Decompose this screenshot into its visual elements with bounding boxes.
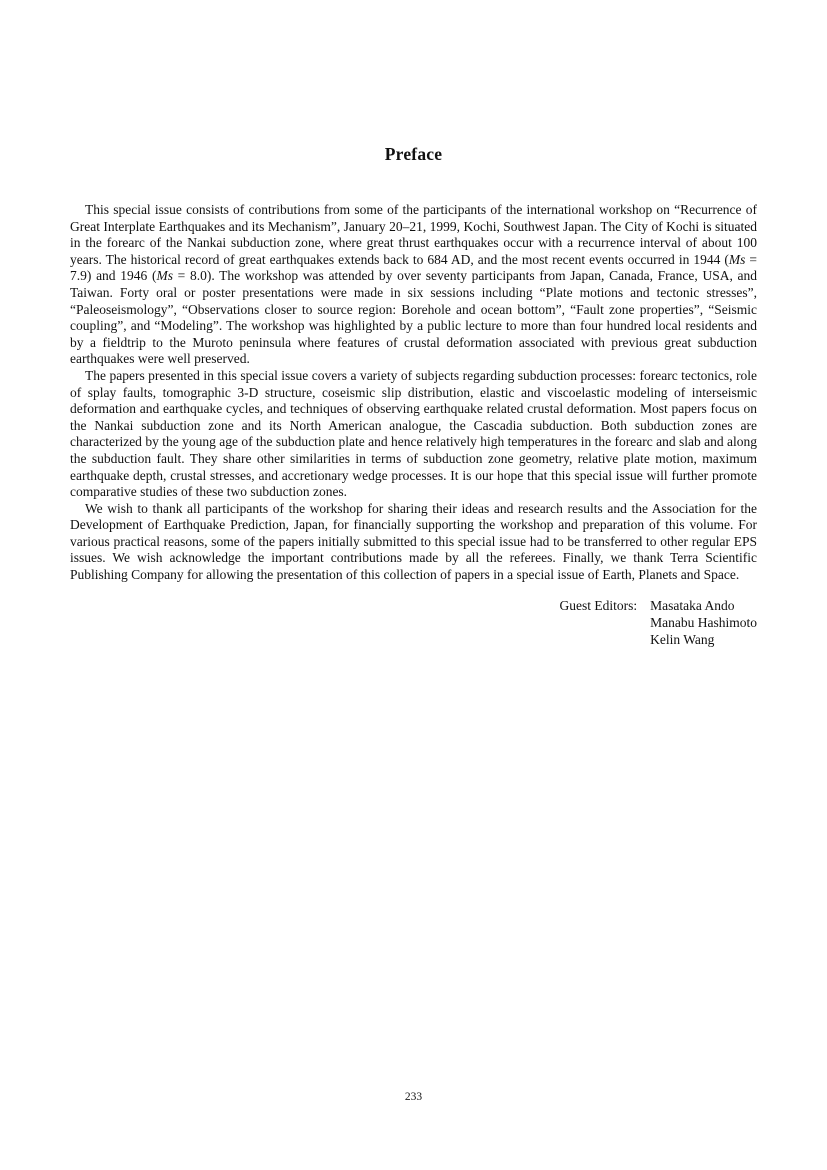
guest-editor-name: Kelin Wang xyxy=(650,631,715,647)
guest-editors-names xyxy=(650,597,757,648)
paragraph-acknowledgements: We wish to thank all participants of the workshop for sharing their ideas and research results and the Association for the Development of Earthquake Prediction, Japan, for financially supporting the workshop and preparation of this volume. For various practical reasons, some of the papers initially submitted to this special issue had to be transferred to other regular EPS issues. We wish acknowledge the important contributions made by all the referees. Finally, we thank Terra Scientific Publishing Company for allowing the presentation of this collection of papers in a special issue of Earth, Planets and Space. xyxy=(70,500,757,583)
preface-body xyxy=(70,202,757,648)
paragraph-workshop-overview: This special issue consists of contributions from some of the participants of the international workshop on “Recurrence of Great Interplate Earthquakes and its Mechanism”, January 20–21, 1999, Kochi, Southwest Japan. The City of Kochi is situated in the forearc of the Nankai subduction zone, where great thrust earthquakes occur with a recurrence interval of about 100 years. The historical record of great earthquakes extends back to 684 AD, and the most recent events occurred in 1944 (Ms = 7.9) and 1946 (Ms = 8.0). The workshop was attended by over seventy participants from Japan, Canada, France, USA, and Taiwan. Forty oral or poster presentations were made in six sessions including “Plate motions and tectonic stresses”, “Paleoseismology”, “Observations closer to source region: Borehole and ocean bottom”, “Fault zone properties”, “Seismic coupling”, and “Modeling”. The workshop was highlighted by a public lecture to more than four hundred local residents and by a fieldtrip to the Muroto peninsula where features of crustal deformation associated with previous great subduction earthquakes were well preserved. xyxy=(70,202,758,367)
page-number: 233 xyxy=(404,1091,423,1103)
page-title: Preface xyxy=(384,144,443,164)
guest-editors-block xyxy=(70,597,757,648)
guest-editors-label: Guest Editors: xyxy=(559,597,638,613)
guest-editor-name: Masataka Ando xyxy=(650,597,735,613)
paragraph-papers-subjects: The papers presented in this special issue covers a variety of subjects regarding subduction processes: forearc tectonics, role of splay faults, tomographic 3-D structure, coseismic slip distribution, elastic and viscoelastic modeling of interseismic deformation and earthquake cycles, and techniques of observing earthquake related crustal deformation. Most papers focus on the Nankai subduction zone and its North American analogue, the Cascadia subduction. Both subduction zones are characterized by the young age of the subduction plate and hence relatively high temperatures in the forearc and slab and along the subduction fault. They share other similarities in terms of subduction zone geometry, relative plate motion, maximum earthquake depth, crustal stresses, and accretionary wedge processes. It is our hope that this special issue will further promote comparative studies of these two subduction zones. xyxy=(70,367,757,500)
guest-editor-name: Manabu Hashimoto xyxy=(650,614,757,630)
